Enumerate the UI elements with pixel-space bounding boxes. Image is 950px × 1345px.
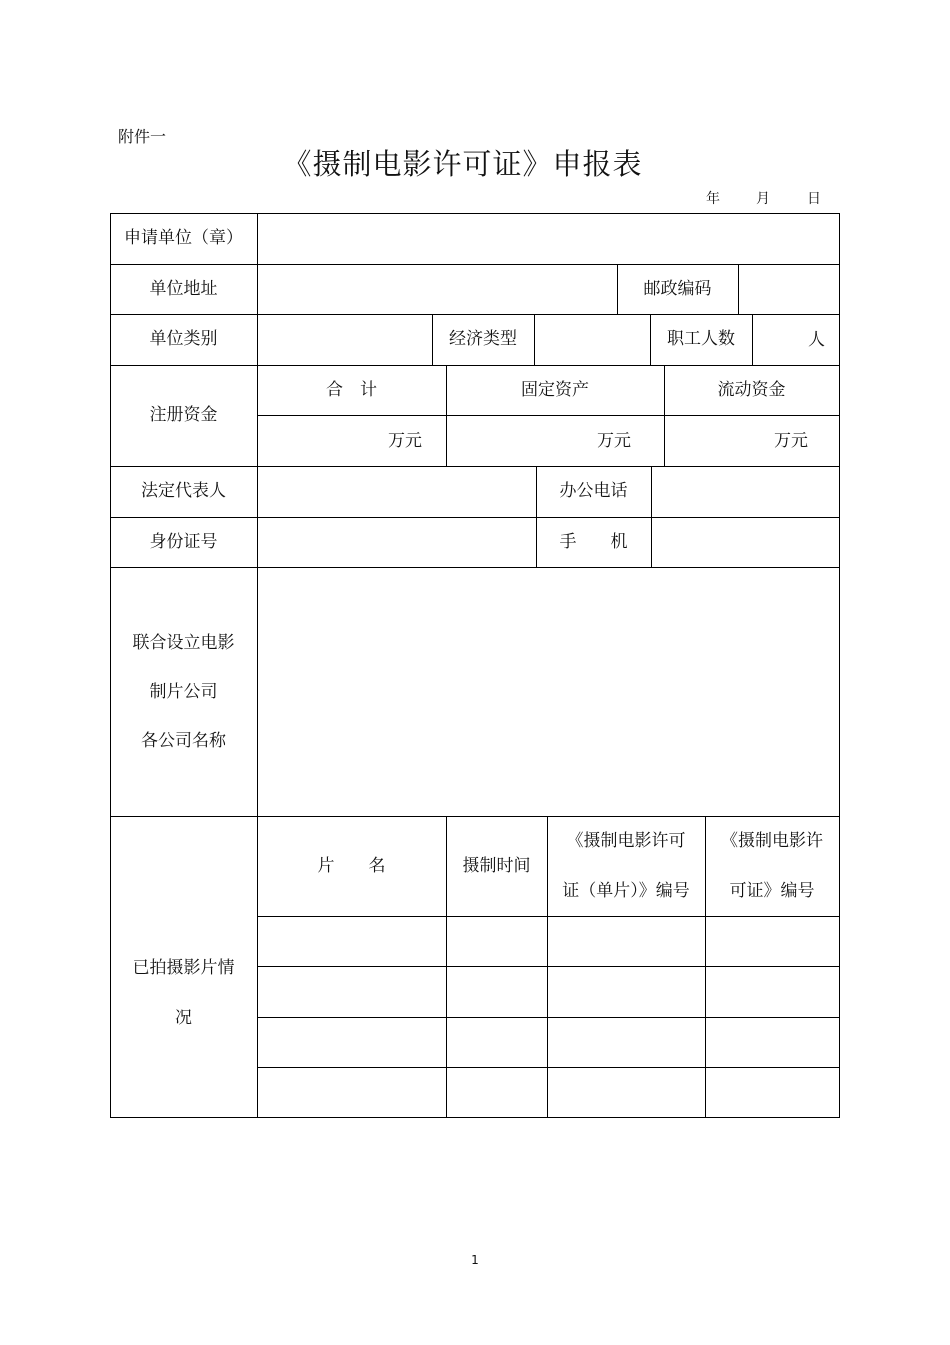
mobile-field[interactable]	[652, 518, 839, 567]
date-month-label: 月	[756, 191, 770, 207]
economic-type-field[interactable]	[535, 315, 650, 365]
film-permit-no-header-line2: 可证》编号	[729, 880, 815, 901]
single-film-permit-no-cell[interactable]	[548, 1018, 705, 1067]
legal-rep-label: 法定代表人	[141, 481, 226, 501]
wan-yuan-unit: 万元	[388, 430, 422, 451]
fixed-assets-header: 固定资产	[521, 379, 589, 400]
postal-code-field[interactable]	[739, 265, 839, 314]
joint-companies-field[interactable]	[258, 568, 839, 816]
shoot-time-cell[interactable]	[447, 1018, 547, 1067]
date-day-label: 日	[807, 191, 821, 207]
single-film-permit-no-cell[interactable]	[548, 967, 705, 1017]
joint-companies-label-line1: 联合设立电影	[132, 633, 235, 653]
wan-yuan-unit: 万元	[597, 430, 631, 451]
film-permit-no-cell[interactable]	[706, 1068, 839, 1117]
applicant-field[interactable]	[258, 214, 839, 264]
shoot-time-header: 摄制时间	[462, 855, 531, 876]
capital-total-field[interactable]	[258, 416, 446, 466]
unit-category-label: 单位类别	[149, 329, 218, 349]
economic-type-label: 经济类型	[449, 329, 517, 349]
joint-companies-label-line2: 制片公司	[149, 682, 218, 702]
registered-capital-label: 注册资金	[149, 405, 218, 425]
joint-companies-label	[110, 567, 257, 816]
film-name-cell[interactable]	[258, 967, 446, 1017]
single-film-permit-no-header-line2: 证（单片）》编号	[562, 880, 690, 901]
date-year-label: 年	[706, 191, 720, 207]
film-permit-no-header-line1: 《摄制电影许	[721, 830, 823, 851]
mobile-label: 手 机	[559, 531, 628, 552]
film-name-cell[interactable]	[258, 917, 446, 966]
film-permit-no-header	[705, 816, 839, 916]
unit-category-field[interactable]	[258, 315, 432, 365]
attachment-label: 附件一	[118, 127, 167, 146]
form-title: 《摄制电影许可证》申报表	[282, 147, 643, 181]
applicant-label: 申请单位（章）	[124, 228, 243, 248]
film-name-cell[interactable]	[258, 1068, 446, 1117]
fixed-assets-field[interactable]	[447, 416, 664, 466]
table-border-right	[839, 213, 840, 1118]
table-border-bottom	[110, 1117, 840, 1118]
film-permit-no-cell[interactable]	[706, 1018, 839, 1067]
address-label: 单位地址	[149, 278, 218, 299]
film-name-cell[interactable]	[258, 1018, 446, 1067]
address-field[interactable]	[258, 265, 617, 314]
id-number-field[interactable]	[258, 518, 536, 567]
films-shot-label	[110, 816, 257, 1117]
single-film-permit-no-cell[interactable]	[548, 917, 705, 966]
person-unit: 人	[808, 329, 825, 350]
shoot-time-cell[interactable]	[447, 967, 547, 1017]
id-number-label: 身份证号	[149, 531, 218, 552]
office-phone-field[interactable]	[652, 467, 839, 517]
employee-count-field[interactable]	[753, 315, 839, 365]
film-name-header: 片 名	[317, 855, 386, 876]
shoot-time-cell[interactable]	[447, 1068, 547, 1117]
office-phone-label: 办公电话	[559, 481, 628, 501]
film-permit-no-cell[interactable]	[706, 917, 839, 966]
wan-yuan-unit: 万元	[774, 430, 808, 451]
joint-companies-label-line3: 各公司名称	[141, 731, 226, 751]
legal-rep-field[interactable]	[258, 467, 536, 517]
current-assets-field[interactable]	[665, 416, 839, 466]
films-shot-label-line2: 况	[175, 1007, 192, 1028]
film-permit-no-cell[interactable]	[706, 967, 839, 1017]
employee-count-label: 职工人数	[667, 329, 735, 349]
current-assets-header: 流动资金	[717, 379, 786, 400]
shoot-time-cell[interactable]	[447, 917, 547, 966]
single-film-permit-no-header	[547, 816, 705, 916]
single-film-permit-no-header-line1: 《摄制电影许可	[566, 830, 686, 851]
postal-code-label: 邮政编码	[643, 278, 712, 299]
films-shot-label-line1: 已拍摄影片情	[132, 957, 235, 978]
capital-total-header: 合 计	[326, 379, 377, 400]
single-film-permit-no-cell[interactable]	[548, 1068, 705, 1117]
page-number: 1	[471, 1253, 479, 1267]
